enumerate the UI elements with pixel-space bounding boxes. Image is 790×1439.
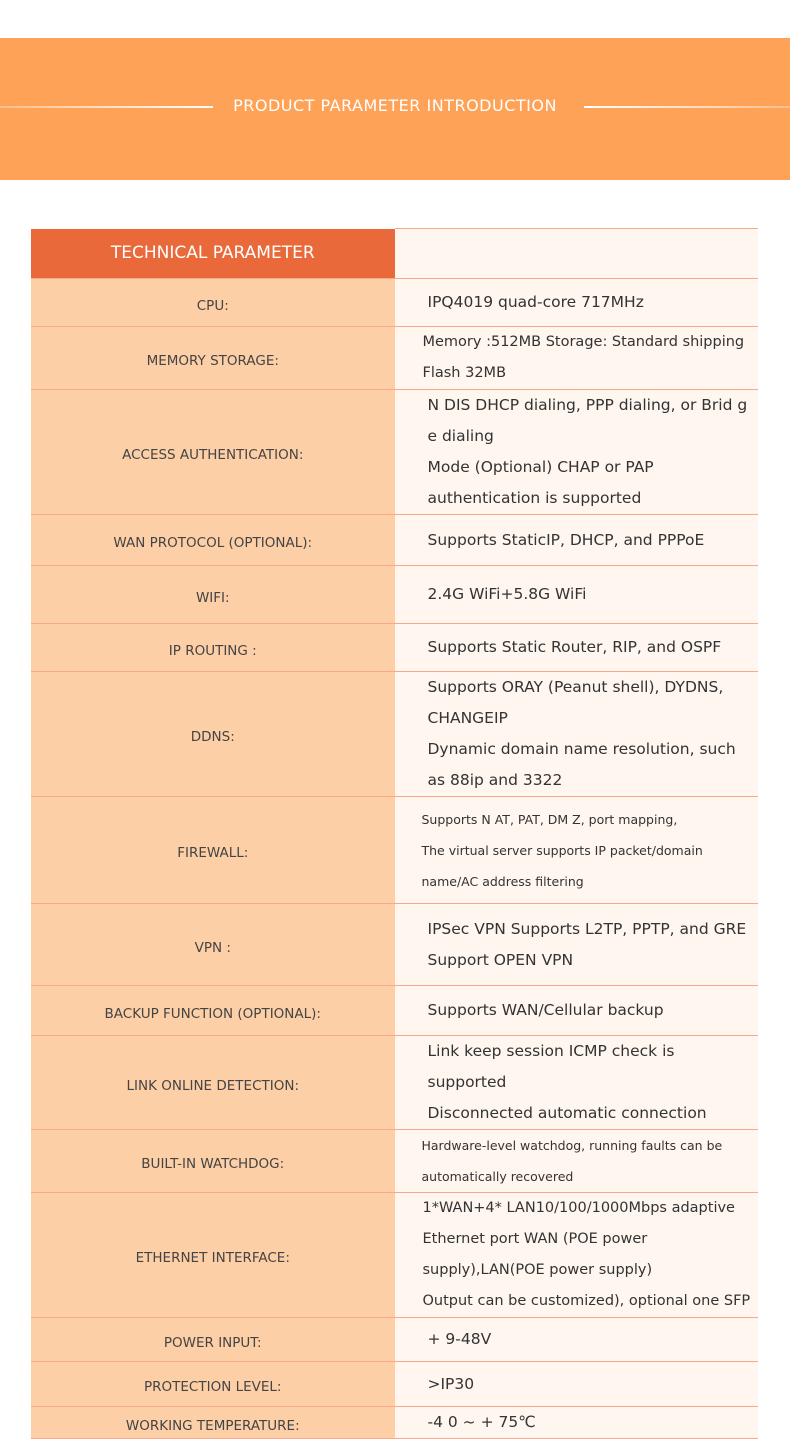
param-label: IP ROUTING : xyxy=(31,624,395,672)
table-row xyxy=(31,797,758,904)
param-value xyxy=(395,390,759,515)
table-row xyxy=(31,1130,758,1193)
param-value-line: -4 0 ~ + 75℃ xyxy=(427,1413,536,1431)
param-value xyxy=(395,624,759,672)
table-row xyxy=(31,986,758,1036)
param-value xyxy=(395,672,759,797)
param-value-line: Dynamic domain name resolution, such as 88ip and 3322 xyxy=(427,740,736,789)
param-value xyxy=(395,1407,759,1439)
param-value xyxy=(395,1318,759,1362)
table-row xyxy=(31,515,758,566)
parameter-table xyxy=(31,228,758,1439)
table-row xyxy=(31,327,758,390)
param-value xyxy=(395,279,759,327)
param-value-line: Mode (Optional) CHAP or PAP authentication is supported xyxy=(427,458,654,507)
param-value-line: Supports Static Router, RIP, and OSPF xyxy=(427,638,722,656)
param-value-line: >IP30 xyxy=(427,1374,475,1393)
param-value xyxy=(395,986,759,1036)
param-label: POWER INPUT: xyxy=(31,1318,395,1362)
param-value xyxy=(395,1036,759,1130)
table-row xyxy=(31,1407,758,1439)
banner xyxy=(0,38,790,180)
table-row xyxy=(31,1036,758,1130)
divider-right xyxy=(584,106,790,108)
param-value xyxy=(395,1193,759,1318)
param-label: PROTECTION LEVEL: xyxy=(31,1362,395,1407)
param-label: ACCESS AUTHENTICATION: xyxy=(31,390,395,515)
table-row xyxy=(31,1318,758,1362)
param-value-line: 1*WAN+4* LAN10/100/1000Mbps adaptive xyxy=(422,1200,735,1216)
param-label: BUILT-IN WATCHDOG: xyxy=(31,1130,395,1193)
table-row xyxy=(31,279,758,327)
table-row xyxy=(31,390,758,515)
param-value-line: Supports WAN/Cellular backup xyxy=(427,1001,664,1019)
table-row xyxy=(31,624,758,672)
param-label: DDNS: xyxy=(31,672,395,797)
param-value-line: Supports N AT, PAT, DM Z, port mapping, xyxy=(421,811,678,827)
param-label: VPN : xyxy=(31,904,395,986)
param-label: BACKUP FUNCTION (OPTIONAL): xyxy=(31,986,395,1036)
param-value xyxy=(395,904,759,986)
param-value xyxy=(395,1130,759,1193)
param-value-line: 2.4G WiFi+5.8G WiFi xyxy=(427,585,587,603)
param-value-line: Output can be customized), optional one SFP xyxy=(422,1293,751,1309)
param-label: LINK ONLINE DETECTION: xyxy=(31,1036,395,1130)
param-label: WAN PROTOCOL (OPTIONAL): xyxy=(31,515,395,566)
table-row xyxy=(31,566,758,624)
param-value xyxy=(395,327,759,390)
table-header: TECHNICAL PARAMETER xyxy=(31,229,395,279)
table-row xyxy=(31,1193,758,1318)
param-label: FIREWALL: xyxy=(31,797,395,904)
param-value-line: Supports StaticIP, DHCP, and PPPoE xyxy=(427,530,705,549)
param-label: WORKING TEMPERATURE: xyxy=(31,1407,395,1439)
param-label: CPU: xyxy=(31,279,395,327)
param-value xyxy=(395,1362,759,1407)
param-value-line: Support OPEN VPN xyxy=(427,950,574,969)
param-value-line: Link keep session ICMP check is supported xyxy=(427,1042,675,1091)
param-value-line: Hardware-level watchdog, running faults can be automatically recovered xyxy=(421,1138,723,1184)
param-value-line: Supports ORAY (Peanut shell), DYDNS, CHANGEIP xyxy=(427,678,724,727)
table-row xyxy=(31,904,758,986)
table-row xyxy=(31,672,758,797)
param-value-line: Memory :512MB Storage: Standard shipping Flash 32MB xyxy=(422,334,745,381)
banner-title: PRODUCT PARAMETER INTRODUCTION xyxy=(233,96,557,115)
param-value-line: N DIS DHCP dialing, PPP dialing, or Brid g e dialing xyxy=(427,396,748,445)
param-value-line: IPQ4019 quad-core 717MHz xyxy=(427,293,644,311)
param-value xyxy=(395,566,759,624)
param-value-line: The virtual server supports IP packet/domain name/AC address filtering xyxy=(421,842,703,889)
param-value xyxy=(395,797,759,904)
param-value-line: IPSec VPN Supports L2TP, PPTP, and GRE xyxy=(427,919,747,938)
param-label: MEMORY STORAGE: xyxy=(31,327,395,390)
table-header-row xyxy=(31,229,758,279)
param-value-line: + 9-48V xyxy=(427,1330,492,1348)
table-row xyxy=(31,1362,758,1407)
param-value-line: Ethernet port WAN (POE power supply),LAN(POE power supply) xyxy=(422,1231,653,1278)
param-label: WIFI: xyxy=(31,566,395,624)
param-value-line: Disconnected automatic connection xyxy=(427,1104,707,1122)
param-label: ETHERNET INTERFACE: xyxy=(31,1193,395,1318)
param-value xyxy=(395,515,759,566)
